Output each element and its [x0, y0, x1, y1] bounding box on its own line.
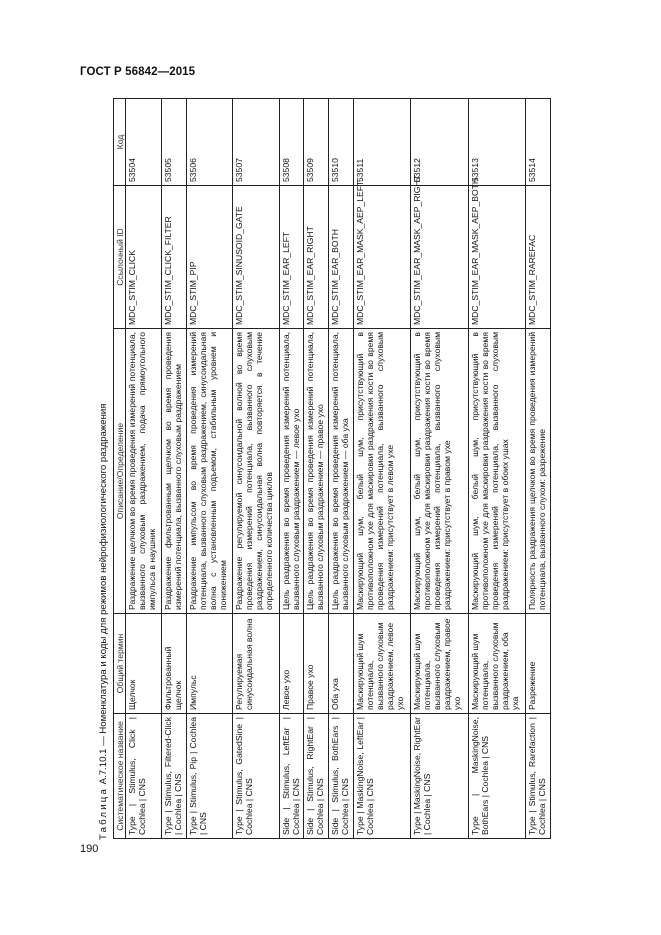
reference-id-cell: MDC_STIM_EAR_MASK_AEP_BOTH — [468, 186, 525, 329]
definition-cell: Цель раздражения во время проведения измерений потенциала, вызванного слуховым раздражением — оба уха — [329, 329, 354, 614]
reference-id-cell: MDC_STIM_SINUSOID_GATE — [233, 186, 280, 329]
code-cell: 53505 — [161, 99, 186, 186]
column-header: Описание/Определение — [114, 329, 126, 614]
definition-cell: Раздражение импульсом во время проведения измерений потенциала, вызванного слуховым раздражением, синусоидальная волна с установленным подъемом, стабильным уровнем и понижением — [186, 329, 233, 614]
systematic-name-cell: Type | MaskingNoise, RightEar | Cochlea | CNS — [411, 714, 468, 839]
systematic-name-cell: Side | Stimulus, RightEar | Cochlea | CNS — [304, 714, 329, 839]
systematic-name-cell: Type | MaskingNoise, BothEars | Cochlea | CNS — [468, 714, 525, 839]
code-cell: 53508 — [279, 99, 304, 186]
definition-cell: Раздражение щелчком во время проведения измерений потенциала, вызванного слуховым раздражением, подача прямоугольного импульса в наушник — [126, 329, 162, 614]
definition-cell: Раздражение регулируемой синусоидальной волной во время проведения измерений потенциала, вызванного слуховым раздражением, синусоидальная волна повторяется в течение определенного количества циклов — [233, 329, 280, 614]
column-header: Ссылочный ID — [114, 186, 126, 329]
code-cell: 53514 — [526, 99, 551, 186]
column-header: Код — [114, 99, 126, 186]
caption-text: А.7.10.1 — Номенклатура и коды для режимов нейрофизиологического раздражения — [98, 403, 109, 785]
systematic-name-cell: Side | Stimulus, LeftEar | Cochlea | CNS — [279, 714, 304, 839]
definition-cell: Раздражение фильтрованным щелчком во время проведения измерений потенциала, вызванного слуховым раздражением — [161, 329, 186, 614]
table-row — [279, 99, 304, 839]
table-row — [126, 99, 162, 839]
column-header: Систематическое название — [114, 714, 126, 839]
reference-id-cell: MDC_STIM_RAREFAC — [526, 186, 551, 329]
reference-id-cell: MDC_STIM_EAR_LEFT — [279, 186, 304, 329]
caption-prefix: Таблица — [98, 786, 109, 840]
table-row — [329, 99, 354, 839]
code-cell: 53511 — [354, 99, 411, 186]
definition-cell: Полярность раздражения щелчком во время проведения измерений потенциала, вызванного слухом: разрежение — [526, 329, 551, 614]
table-row — [411, 99, 468, 839]
reference-id-cell: MDC_STIM_EAR_MASK_AEP_RIGHT — [411, 186, 468, 329]
code-cell: 53512 — [411, 99, 468, 186]
code-cell: 53513 — [468, 99, 525, 186]
systematic-name-cell: Type | Stimulus, Pip | Cochlea | CNS — [186, 714, 233, 839]
rotated-table-container — [113, 99, 551, 839]
code-cell: 53506 — [186, 99, 233, 186]
definition-cell: Маскирующий шум, белый шум, присутствующий в противоположном ухе для маскировки раздражения кости во время проведения измерений потенциала, вызванного слуховым раздражением: присутствует в левом ухе — [354, 329, 411, 614]
code-cell: 53507 — [233, 99, 280, 186]
systematic-name-cell: Type | Stimulus, GatedSine | Cochlea | CNS — [233, 714, 280, 839]
definition-cell: Цель раздражения во время проведения измерений потенциала, вызванного слуховым раздражением — левое ухо — [279, 329, 304, 614]
code-cell: 53504 — [126, 99, 162, 186]
table-header-row — [114, 99, 126, 839]
common-term-cell: Разрежение — [526, 614, 551, 714]
column-header: Общий термин — [114, 614, 126, 714]
code-cell: 53510 — [329, 99, 354, 186]
definition-cell: Цель раздражения во время проведения измерений потенциала, вызванного слуховым раздражением — правое ухо — [304, 329, 329, 614]
table-row — [161, 99, 186, 839]
reference-id-cell: MDC_STIM_CLICK_FILTER — [161, 186, 186, 329]
reference-id-cell: MDC_STIM_CLICK — [126, 186, 162, 329]
systematic-name-cell: Side | Stimulus, BothEars | Cochlea | CNS — [329, 714, 354, 839]
nomenclature-table — [113, 98, 551, 839]
reference-id-cell: MDC_STIM_EAR_BOTH — [329, 186, 354, 329]
common-term-cell: Маскирующий шум потенциала, вызванного слуховым раздражением, левое ухо — [354, 614, 411, 714]
table-row — [354, 99, 411, 839]
reference-id-cell: MDC_STIM_EAR_MASK_AEP_LEFT — [354, 186, 411, 329]
table-caption — [98, 80, 109, 840]
common-term-cell: Регулируемая синусоидальная волна — [233, 614, 280, 714]
systematic-name-cell: Type | Stimulus, Click | Cochlea | CNS — [126, 714, 162, 839]
table-row — [526, 99, 551, 839]
table-row — [468, 99, 525, 839]
common-term-cell: Импульс — [186, 614, 233, 714]
systematic-name-cell: Type | Stimulus, Rarefaction | Cochlea | CNS — [526, 714, 551, 839]
common-term-cell: Оба уха — [329, 614, 354, 714]
reference-id-cell: MDC_STIM_EAR_RIGHT — [304, 186, 329, 329]
table-row — [304, 99, 329, 839]
document-header: ГОСТ Р 56842—2015 — [80, 66, 196, 78]
systematic-name-cell: Type | MaskingNoise, LeftEar | Cochlea | CNS — [354, 714, 411, 839]
page-number: 190 — [80, 843, 99, 855]
common-term-cell: Маскирующий шум потенциала, вызванного слуховым раздражением, оба уха — [468, 614, 525, 714]
common-term-cell: Щелчок — [126, 614, 162, 714]
definition-cell: Маскирующий шум, белый шум, присутствующий в противоположном ухе для маскировки раздражения кости во время проведения измерений потенциала, вызванного слуховым раздражением: присутствует в обоих ушах — [468, 329, 525, 614]
common-term-cell: Левое ухо — [279, 614, 304, 714]
table-row — [233, 99, 280, 839]
code-cell: 53509 — [304, 99, 329, 186]
definition-cell: Маскирующий шум, белый шум, присутствующий в противоположном ухе для маскировки раздражения кости во время проведения измерений потенциала, вызванного слуховым раздражением: присутствует в правом ухе — [411, 329, 468, 614]
reference-id-cell: MDC_STIM_PIP — [186, 186, 233, 329]
common-term-cell: Фильтрованный щелчок — [161, 614, 186, 714]
table-row — [186, 99, 233, 839]
common-term-cell: Правое ухо — [304, 614, 329, 714]
common-term-cell: Маскирующий шум потенциала, вызванного слуховым раздражением, правое ухо — [411, 614, 468, 714]
systematic-name-cell: Type | Stimulus, Filtered-Click | Cochlea | CNS — [161, 714, 186, 839]
